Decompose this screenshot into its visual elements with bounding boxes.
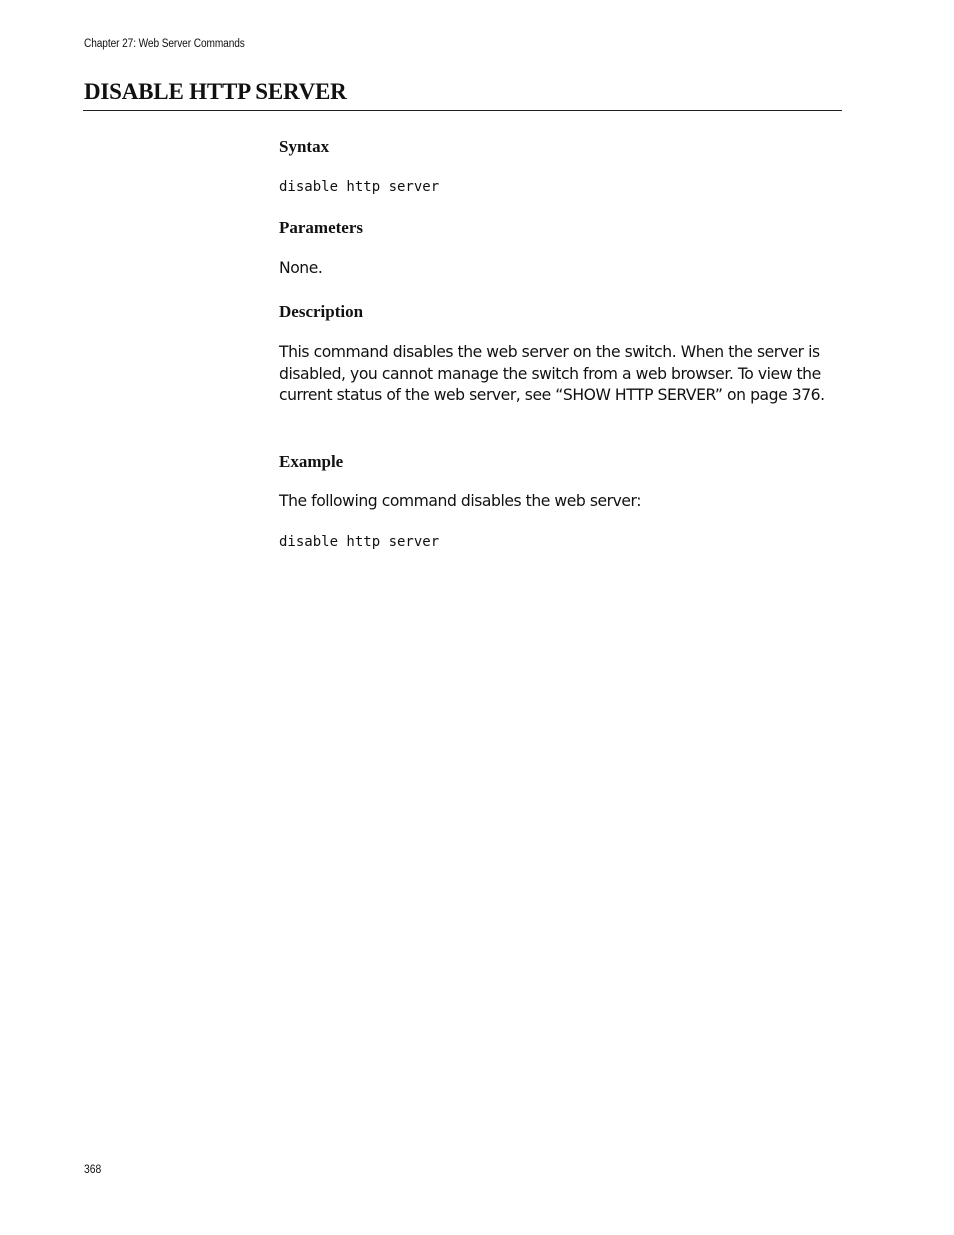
running-header: Chapter 27: Web Server Commands [84,38,245,50]
page-number: 368 [84,1164,102,1176]
example-heading: Example [279,452,344,471]
example-text: The following command disables the web server: [279,492,642,510]
description-heading: Description [279,302,364,321]
title-rule [83,110,842,111]
page-title: DISABLE HTTP SERVER [84,79,347,104]
example-code: disable http server [279,534,440,550]
syntax-code: disable http server [279,179,440,195]
syntax-heading: Syntax [279,137,330,156]
parameters-heading: Parameters [279,218,364,237]
description-text: This command disables the web server on the switch. When the server is disabled, you cannot manage the switch from a web browser. To view the current status of the web server, see “SHOW HTTP SERVER” on page 376. [279,343,825,405]
parameters-text: None. [279,259,323,277]
